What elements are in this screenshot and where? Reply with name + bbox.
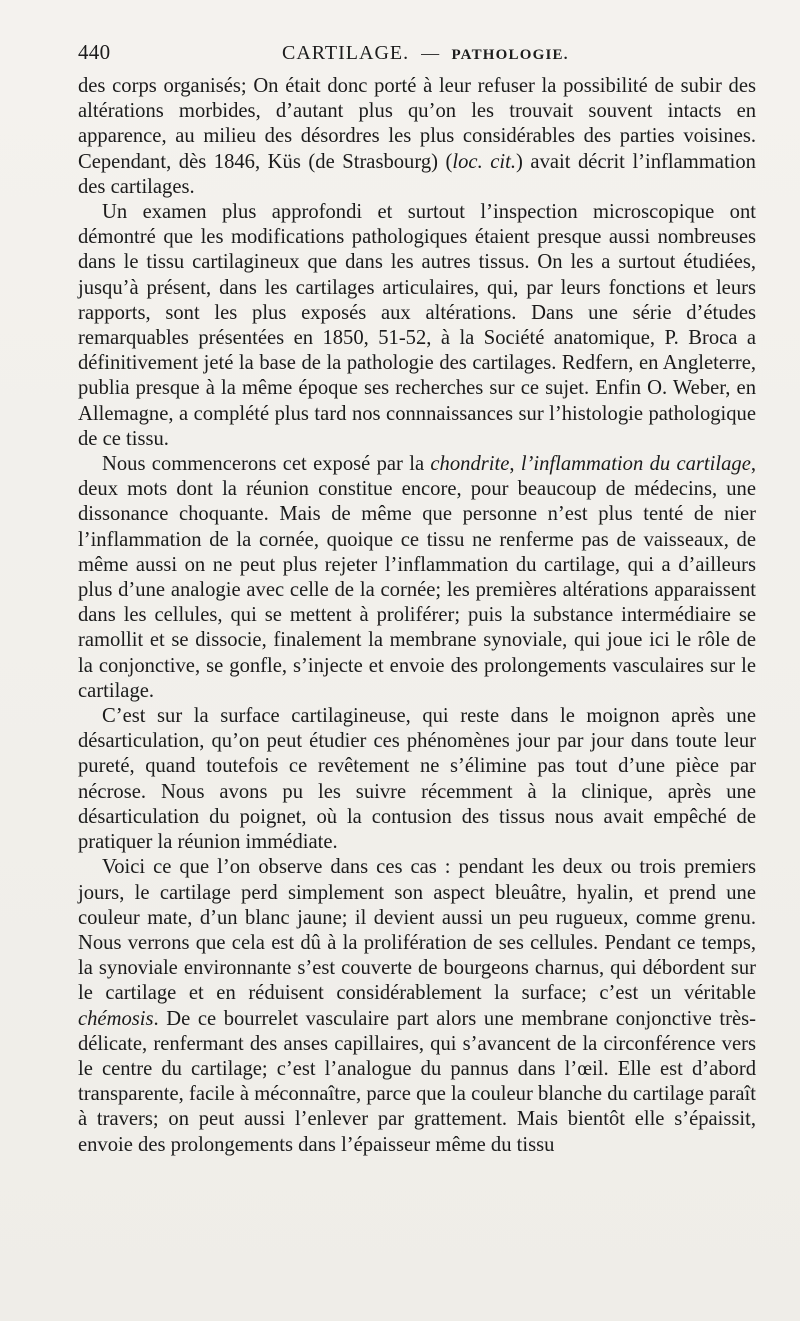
paragraph-1 (78, 74, 756, 200)
italic-text-segment: chémosis (78, 1007, 154, 1030)
italic-text-segment: l’inflammation du cartilage (520, 453, 751, 476)
italic-text-segment: chondrite (430, 453, 510, 476)
text-segment: Voici ce que l’on observe dans ces cas : pendant les deux ou trois premiers jours, le cartilage perd simplement son aspect bleuâtre, hyalin, et prend une couleur mate, d’un blanc jaune; il devient aussi un peu rugueux, comme grenu. Nous verrons que cela est dû à la prolifération de ses cellules. Pendant ce temps, la synoviale environnante s’est couverte de bourgeons charnus, qui débordent sur le cartilage et en réduisent considérablement la surface; c’est un véritable (78, 856, 756, 1005)
text-segment: , deux mots dont la réunion constitue encore, pour beaucoup de médecins, une dissonance choquante. Mais de même que personne n’est plus tenté de nier l’inflammation de la cornée, quoique ce tissu ne renferme pas de vaisseaux, de même aussi on ne peut plus rejeter l’inflammation du cartilage, qui a d’ailleurs plus d’une analogie avec celle de la cornée; les premières altérations apparaissent dans les cellules, qui se mettent à proliférer; puis la substance intermédiaire se ramollit et se dissocie, finalement la membrane synoviale, qui joue ici le rôle de la conjonctive, se gonfle, s’injecte et envoie des prolongements vasculaires sur le cartilage. (78, 453, 756, 702)
page-number: 440 (78, 40, 111, 64)
text-segment: Nous commencerons cet exposé par la (102, 453, 431, 476)
italic-text-segment: loc. cit. (452, 150, 517, 173)
running-title: CARTILAGE. (282, 42, 410, 64)
paragraph-4 (78, 704, 756, 855)
text-segment: des corps organisés; On était donc porté à leur refuser la possibilité de subir des altérations morbides, d’autant plus qu’on les trouvait souvent intacts en apparence, au milieu des désordres les plus considérables des parties voisines. Cependant, dès 1846, Küs (de Strasbourg) ( (78, 75, 756, 173)
paragraph-3 (78, 452, 756, 704)
running-subtitle: PATHOLOGIE. (451, 47, 569, 63)
text-segment: . De ce bourrelet vasculaire part alors une membrane conjonctive très-délicate, renfermant des anses capillaires, qui s’avancent de la circonférence vers le centre du cartilage; c’est l’analogue du pannus dans l’œil. Elle est d’abord transparente, facile à méconnaître, parce que la couleur blanche du cartilage paraît à travers; on peut aussi l’enlever par grattement. Mais bientôt elle s’épaissit, envoie des prolongements dans l’épaisseur même du tissu (78, 1007, 756, 1156)
running-separator: — (421, 43, 440, 63)
body-text (78, 74, 756, 1158)
text-segment: ) avait décrit l’inflammation des cartilages. (78, 150, 756, 198)
text-segment: C’est sur la surface cartilagineuse, qui reste dans le moignon après une désarticulation, qu’on peut étudier ces phénomènes jour par jour dans toute leur pureté, quand toutefois ce revêtement ne s’élimine pas tout d’une pièce par nécrose. Nous avons pu les suivre récemment à la clinique, après une désarticulation du poignet, où la contusion des tissus nous avait empêché de pratiquer la réunion immédiate. (78, 705, 756, 854)
running-header (78, 40, 756, 74)
paragraph-2 (78, 200, 756, 452)
paragraph-5 (78, 855, 756, 1157)
text-segment: , (509, 453, 521, 476)
text-segment: Un examen plus approfondi et surtout l’inspection microscopique ont démontré que les modifications pathologiques étaient presque aussi nombreuses dans le tissu cartilagineux que dans les autres tissus. On les a surtout étudiées, jusqu’à présent, dans les cartilages articulaires, qui, par leurs fonctions et leurs rapports, sont les plus exposés aux altérations. Dans une série d’études remarquables présentées en 1850, 51-52, à la Société anatomique, P. Broca a définitivement jeté la base de la pathologie des cartilages. Redfern, en Angleterre, publia presque à la même époque ses recherches sur ce sujet. Enfin O. Weber, en Allemagne, a complété plus tard nos connnaissances sur l’histologie pathologique de ce tissu. (78, 201, 756, 450)
